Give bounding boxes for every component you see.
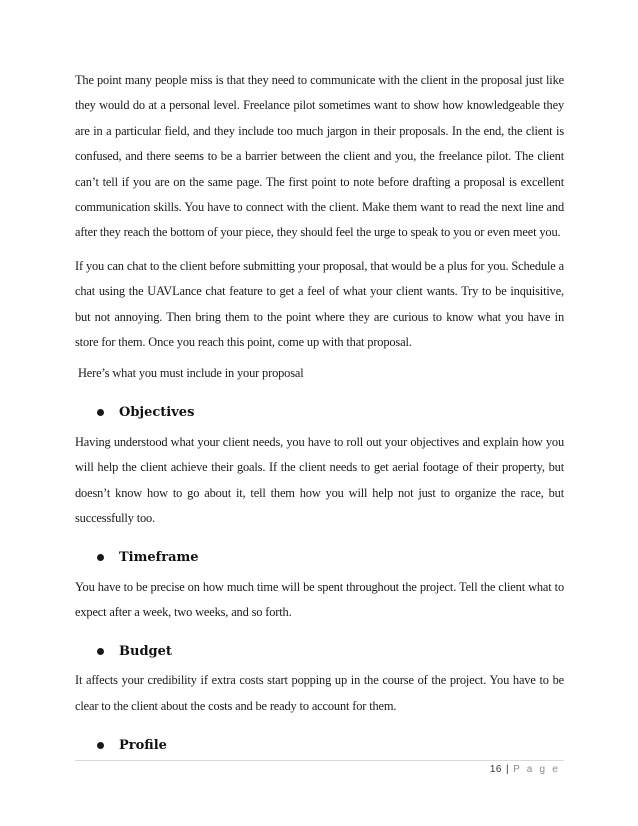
body-paragraph-chat: If you can chat to the client before submitting your proposal, that would be a plus for you. Schedule a chat using the UAVLance chat feature to get a feel of what your client wants. Try to be inquisitive, but not annoying. Then bring them to the point where they are curious to know what you have in store for them. Once you reach this point, come up with that proposal.: [75, 258, 564, 350]
section-objectives: [75, 400, 564, 532]
section-heading: [75, 400, 564, 426]
budget-text: It affects your credibility if extra costs start popping up in the course of the project. You have to be clear to the client about the costs and be ready to account for them.: [75, 673, 564, 713]
page-number: 16: [489, 764, 502, 775]
bullet-icon: [97, 648, 104, 655]
section-profile: [75, 732, 564, 758]
section-budget: [75, 638, 564, 719]
section-heading: [75, 545, 564, 571]
timeframe-text: You have to be precise on how much time will be spent throughout the project. Tell the client what to expect after a week, two weeks, and so forth.: [75, 579, 564, 619]
section-heading: [75, 638, 564, 664]
bullet-icon: [97, 554, 104, 561]
footer-divider: [75, 760, 564, 761]
heading-profile: Profile: [119, 737, 167, 753]
document-page: [75, 68, 564, 762]
bullet-icon: [97, 409, 104, 416]
proposal-intro-line: Here’s what you must include in your proposal: [78, 366, 304, 381]
bullet-icon: [97, 742, 104, 749]
body-paragraph-communication: The point many people miss is that they need to communicate with the client in the proposal just like they would do at a personal level. Freelance pilot sometimes want to show how knowledgeable they are in a particular field, and they include too much jargon in their proposals. In the end, the client is confused, and there seems to be a barrier between the client and you, the freelance pilot. The client can’t tell if you are on the same page. The first point to note before drafting a proposal is excellent communication skills. You have to connect with the client. Make them want to read the next line and after they reach the bottom of your piece, they should feel the urge to speak to you or even meet you.: [75, 73, 564, 240]
section-heading: [75, 732, 564, 758]
heading-timeframe: Timeframe: [119, 550, 199, 565]
page-label: P a g e: [513, 764, 560, 775]
heading-budget: Budget: [119, 643, 172, 659]
section-timeframe: [75, 545, 564, 626]
page-footer: [490, 764, 560, 775]
objectives-text: Having understood what your client needs, you have to roll out your objectives and explain how you will help the client achieve their goals. If the client needs to get aerial footage of their property, but doesn’t know how to go about it, tell them how you will help not just to organize the race, but successfully too.: [75, 434, 564, 526]
heading-objectives: Objectives: [119, 405, 195, 421]
footer-separator: |: [505, 764, 510, 775]
